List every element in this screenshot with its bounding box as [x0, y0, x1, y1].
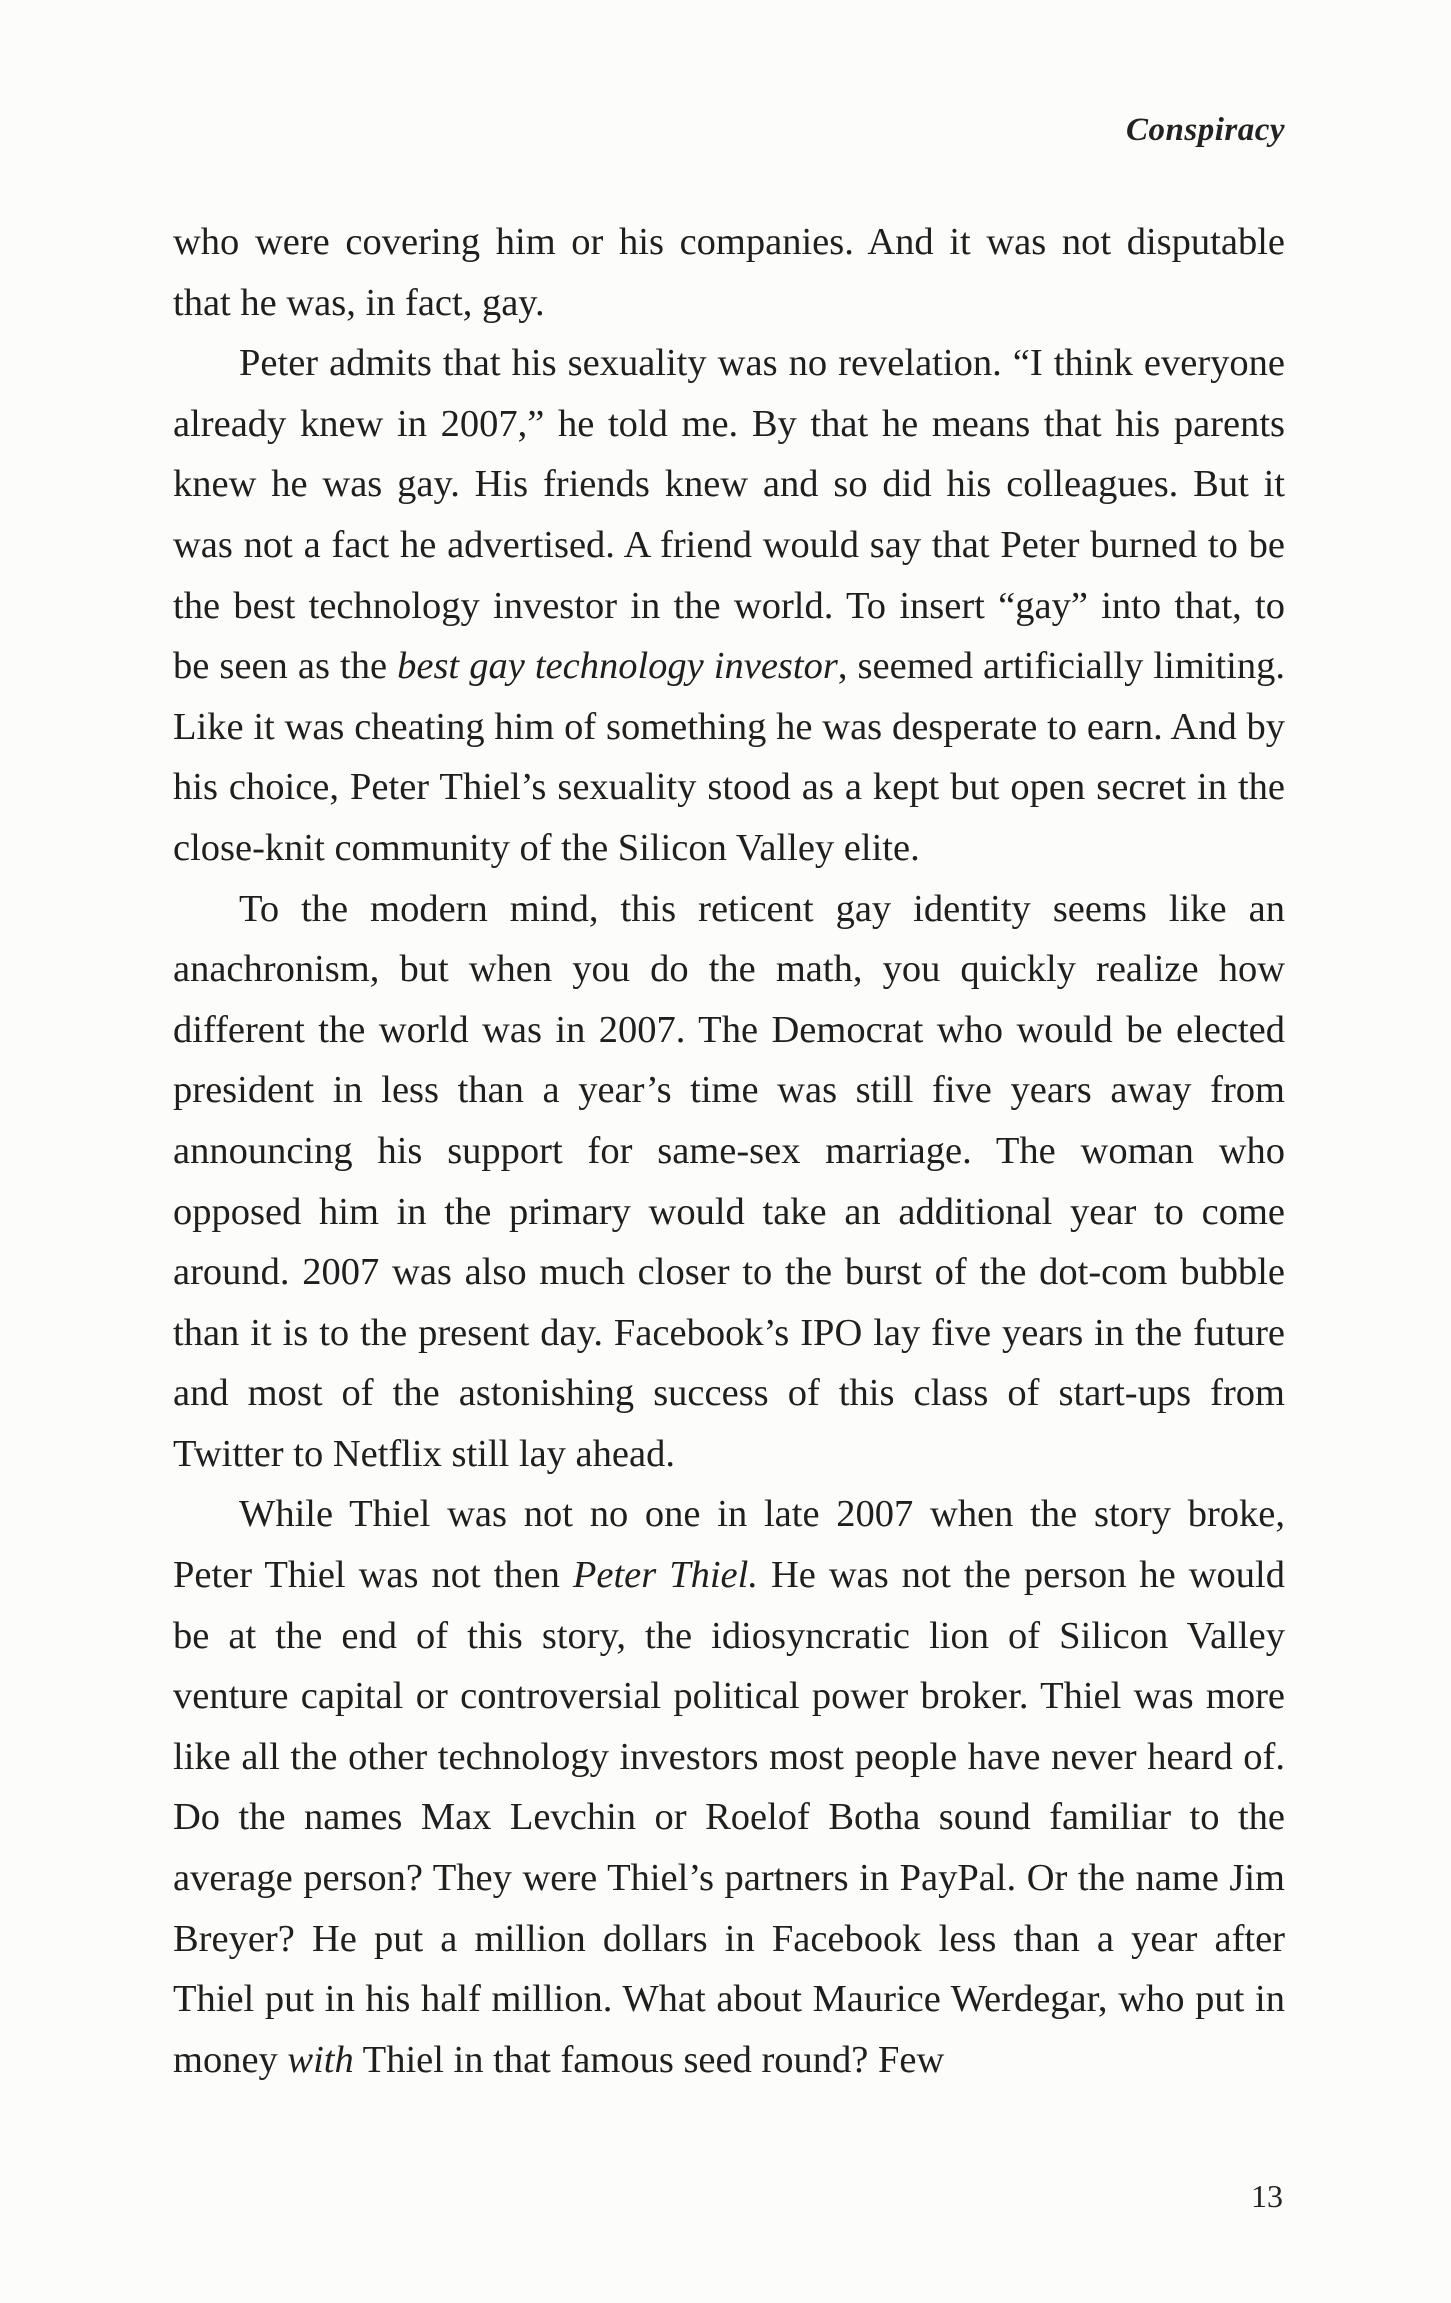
- paragraph-text: While Thiel was not no one in late 2007 when the story broke, Peter Thiel was not then: [173, 1493, 1285, 1597]
- paragraph-text: who were covering him or his companies. And it was not disputable that he was, in fact, gay.: [173, 221, 1285, 324]
- paragraph-text: , seemed artificially limiting. Like it was cheating him of something he was desperate to earn. And by his choice, Peter Thiel’s sexuality stood as a kept but open secret in the close-knit community of the Silicon Valley elite.: [173, 645, 1285, 869]
- italic-phrase: best gay technology investor: [397, 645, 838, 688]
- paragraph-text: Peter admits that his sexuality was no revelation. “I think everyone already knew in 2007,” he told me. By that he means that his parents knew he was gay. His friends knew and so did his colleagues. But it was not a fact he advertised. A friend would say that Peter burned to be the best technology investor in the world. To insert “gay” into that, to be seen as the: [173, 342, 1285, 688]
- paragraph: [173, 333, 1285, 878]
- paragraph-text: He was not the person he would be at the end of this story, the idiosyncratic lion of Silicon Valley venture capital or controversial political power broker. Thiel was more like all the other technology investors most people have never heard of. Do the names Max Levchin or Roelof Botha sound familiar to the average person? They were Thiel’s partners in PayPal. Or the name Jim Breyer? He put a million dollars in Facebook less than a year after Thiel put in his half million. What about Maurice Werdegar, who put in money: [173, 1554, 1285, 2081]
- italic-phrase: Peter Thiel.: [572, 1554, 758, 1597]
- paragraph: [173, 212, 1285, 333]
- paragraph: [173, 879, 1285, 1485]
- body-text: [173, 212, 1285, 2090]
- paragraph-text: To the modern mind, this reticent gay identity seems like an anachronism, but when you do the math, you quickly realize how different the world was in 2007. The Democrat who would be elected president in less than a year’s time was still five years away from announcing his support for same-sex marriage. The woman who opposed him in the primary would take an additional year to come around. 2007 was also much closer to the burst of the dot-com bubble than it is to the present day. Facebook’s IPO lay five years in the future and most of the astonishing success of this class of start-ups from Twitter to Netflix still lay ahead.: [173, 887, 1285, 1475]
- paragraph: [173, 1484, 1285, 2090]
- page-number: 13: [1251, 2178, 1283, 2214]
- paragraph-text: Thiel in that famous seed round? Few: [353, 2038, 945, 2081]
- running-head: Conspiracy: [1125, 112, 1285, 148]
- italic-phrase: with: [287, 2038, 354, 2081]
